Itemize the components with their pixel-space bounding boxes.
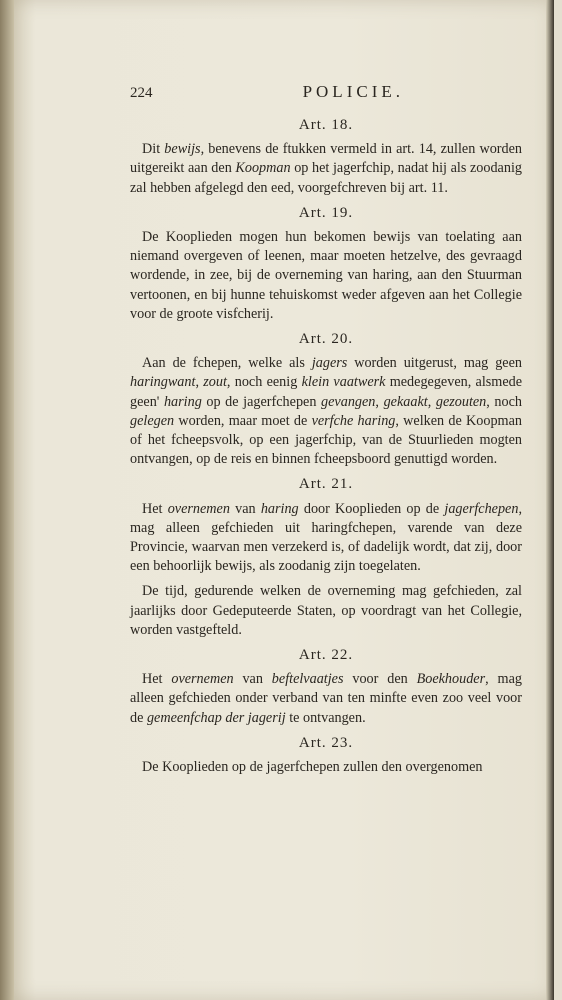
article-paragraph — [130, 670, 522, 728]
italic-term: gemeenfchap der jagerij — [146, 709, 286, 726]
text-run: , noch — [486, 393, 523, 410]
article-paragraph — [130, 140, 522, 198]
text-run: medegegeven, alsmede geen' — [130, 374, 523, 410]
text-run: voor den — [343, 671, 417, 688]
italic-term: bewijs — [164, 141, 201, 158]
italic-term: gelegen — [130, 412, 175, 429]
article-heading: Art. 23. — [298, 734, 354, 751]
text-run: van — [233, 671, 272, 688]
text-run: , mag alleen gefchieden onder verband van ten minfte even zoo veel voor de — [130, 671, 522, 726]
text-run: , welken de Koopman of het fcheepsvolk, op een jagerfchip, van de Stuurlieden mogten ontvangen, op de reis en binnen fcheepsboord genuttigd worden. — [130, 412, 522, 468]
running-title: POLICIE. — [302, 82, 404, 101]
page-number: 224 — [130, 85, 153, 101]
text-run: door Kooplieden op de — [298, 500, 445, 517]
text-run: , — [427, 393, 436, 410]
italic-term: gezouten — [435, 393, 487, 410]
text-run: , — [195, 374, 204, 391]
article-heading: Art. 18. — [298, 117, 354, 133]
italic-term: haring — [163, 393, 202, 410]
article-heading: Art. 19. — [298, 204, 354, 221]
text-run: Het — [142, 671, 172, 688]
article-paragraph — [130, 354, 522, 469]
article-paragraph — [130, 228, 522, 324]
article-paragraph — [130, 758, 522, 777]
page-text-block — [130, 82, 522, 783]
article-heading: Art. 22. — [298, 647, 354, 664]
italic-term: klein vaatwerk — [301, 374, 386, 391]
italic-term: zout — [203, 374, 227, 391]
article-paragraph — [130, 500, 522, 577]
text-run: Dit — [142, 141, 165, 158]
text-run: , noch eenig — [226, 374, 302, 391]
italic-term: gekaakt — [383, 393, 428, 410]
italic-term: jagerfchepen — [444, 500, 519, 517]
text-run: De Kooplieden mogen hun bekomen bewijs van toelating aan niemand overgeven of leenen, maar moeten hetzelve, des gevraagd wordende, in zee, bij de overneming van haring, aan den Stuurman vertoonen, en bij hunne tehuiskomst weder afgeven aan het Collegie voor de groote visfcherij. — [130, 229, 522, 322]
italic-term: beftelvaatjes — [271, 671, 344, 688]
text-run: , mag alleen gefchieden uit haringfchepen, varende van deze Provincie, waarvan men verzekerd is, of dadelijk wordt, dat zij, door een behoorlijk bewijs, als zoodanig zijn toegelaten. — [130, 500, 522, 575]
italic-term: jagers — [311, 355, 348, 372]
article-heading: Art. 21. — [298, 476, 354, 493]
text-run: van — [229, 500, 261, 517]
text-run: De tijd, gedurende welken de overneming mag gefchieden, zal jaarlijks door Gedeputeerde Staten, op voordragt van het Collegie, worden vastgefteld. — [130, 583, 522, 638]
italic-term: haringwant — [130, 374, 196, 391]
text-run: te ontvangen. — [285, 709, 366, 726]
book-spine — [0, 0, 14, 1000]
text-run: Het — [142, 500, 168, 517]
italic-term: overnemen — [171, 671, 234, 688]
articles-container — [130, 116, 522, 777]
italic-term: haring — [260, 500, 299, 517]
italic-term: Koopman — [235, 160, 291, 177]
page-header — [130, 82, 522, 110]
article-heading: Art. 20. — [298, 331, 354, 348]
text-run: worden uitgerust, mag geen — [347, 355, 522, 372]
article-paragraph — [130, 582, 522, 640]
page-edge-shadow — [546, 0, 554, 1000]
text-run: worden, maar moet de — [174, 412, 312, 429]
text-run: , benevens de ftukken vermeld in art. 14, zullen worden uitgereikt aan den — [130, 141, 522, 177]
text-run: De Kooplieden op de jagerfchepen zullen den overgenomen — [142, 759, 483, 776]
text-run: op de jagerfchepen — [201, 393, 322, 410]
text-run: op het jagerfchip, nadat hij als zoodanig zal hebben afgelegd den eed, voorgefchreven bij art. 11. — [130, 160, 522, 196]
italic-term: gevangen — [321, 393, 376, 410]
italic-term: Boekhouder — [416, 671, 486, 688]
italic-term: verfche haring — [311, 412, 396, 429]
italic-term: overnemen — [167, 500, 230, 517]
text-run: , — [375, 393, 384, 410]
text-run: Aan de fchepen, welke als — [142, 355, 312, 372]
